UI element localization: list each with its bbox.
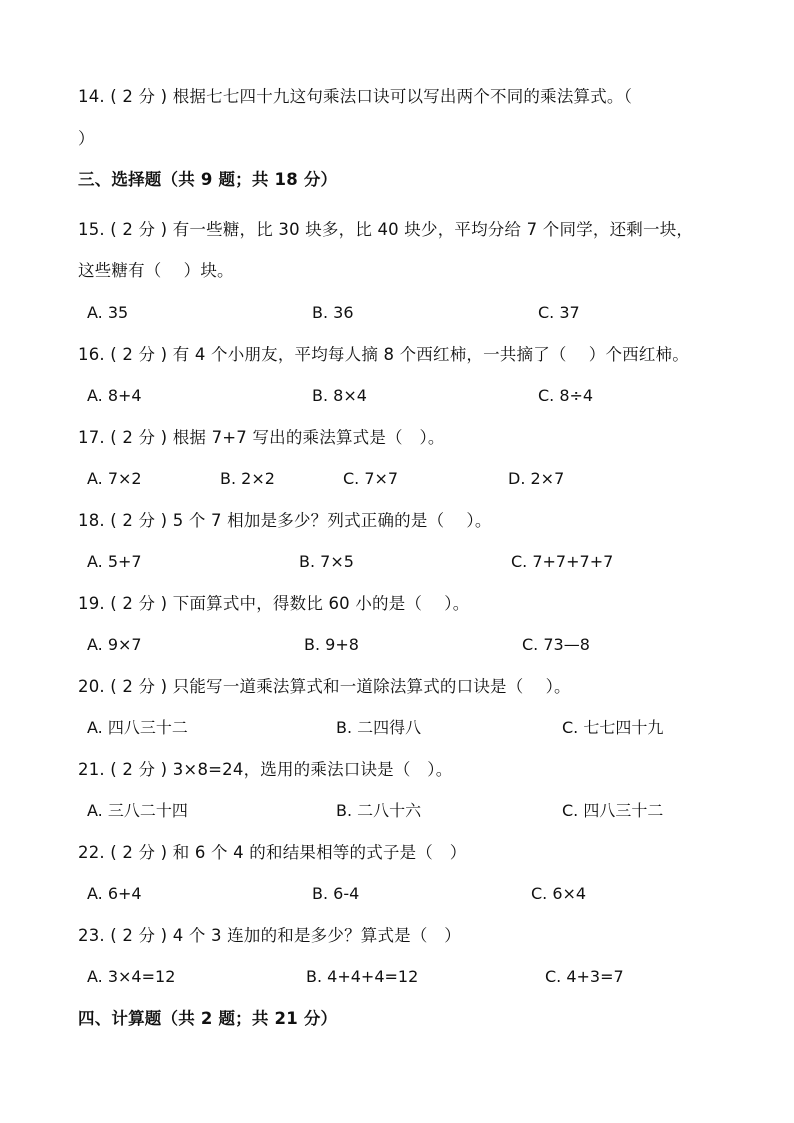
question-19: 19. ( 2 分 ) 下面算式中，得数比 60 小的是（ ）。	[78, 594, 470, 613]
question-16: 16. ( 2 分 ) 有 4 个小朋友，平均每人摘 8 个西红柿，一共摘了（ ）个西红柿。	[78, 345, 689, 364]
question-20: 20. ( 2 分 ) 只能写一道乘法算式和一道除法算式的口诀是（ ）。	[78, 677, 571, 696]
q17-option-c: C. 7×7	[343, 469, 399, 488]
q15-option-a: A. 35	[87, 303, 129, 322]
q19-option-b: B. 9+8	[304, 635, 359, 654]
q23-option-a: A. 3×4=12	[87, 967, 176, 986]
q22-option-c: C. 6×4	[531, 884, 587, 903]
q18-option-c: C. 7+7+7+7	[511, 552, 614, 571]
q23-option-c: C. 4+3=7	[545, 967, 624, 986]
q20-option-b: B. 二四得八	[336, 718, 422, 737]
q17-option-d: D. 2×7	[508, 469, 565, 488]
q17-option-b: B. 2×2	[220, 469, 275, 488]
question-21: 21. ( 2 分 ) 3×8=24，选用的乘法口诀是（ ）。	[78, 760, 453, 779]
q18-option-b: B. 7×5	[299, 552, 354, 571]
q15-option-b: B. 36	[312, 303, 354, 322]
q15-option-c: C. 37	[538, 303, 580, 322]
question-22: 22. ( 2 分 ) 和 6 个 4 的和结果相等的式子是（ ）	[78, 843, 467, 862]
q20-option-c: C. 七七四十九	[562, 718, 664, 737]
question-15-line-2: 这些糖有（ ）块。	[78, 261, 234, 280]
question-17: 17. ( 2 分 ) 根据 7+7 写出的乘法算式是（ ）。	[78, 428, 445, 447]
q21-option-c: C. 四八三十二	[562, 801, 664, 820]
question-14-line-2: ）	[78, 129, 95, 148]
question-23: 23. ( 2 分 ) 4 个 3 连加的和是多少？算式是（ ）	[78, 926, 461, 945]
q18-option-a: A. 5+7	[87, 552, 142, 571]
q16-option-a: A. 8+4	[87, 386, 142, 405]
question-14-line-1: 14. ( 2 分 ) 根据七七四十九这句乘法口诀可以写出两个不同的乘法算式。（	[78, 87, 633, 106]
q21-option-a: A. 三八二十四	[87, 801, 188, 820]
q22-option-b: B. 6-4	[312, 884, 360, 903]
q21-option-b: B. 二八十六	[336, 801, 422, 820]
section-3-title: 三、选择题（共 9 题；共 18 分）	[78, 170, 338, 189]
q23-option-b: B. 4+4+4=12	[306, 967, 419, 986]
q22-option-a: A. 6+4	[87, 884, 142, 903]
q17-option-a: A. 7×2	[87, 469, 142, 488]
q19-option-c: C. 73—8	[522, 635, 590, 654]
question-18: 18. ( 2 分 ) 5 个 7 相加是多少？列式正确的是（ ）。	[78, 511, 492, 530]
q16-option-c: C. 8÷4	[538, 386, 594, 405]
q16-option-b: B. 8×4	[312, 386, 367, 405]
q20-option-a: A. 四八三十二	[87, 718, 188, 737]
section-4-title: 四、计算题（共 2 题；共 21 分）	[78, 1009, 338, 1028]
question-15-line-1: 15. ( 2 分 ) 有一些糖，比 30 块多，比 40 块少，平均分给 7 个同学，还剩一块，	[78, 220, 694, 239]
q19-option-a: A. 9×7	[87, 635, 142, 654]
